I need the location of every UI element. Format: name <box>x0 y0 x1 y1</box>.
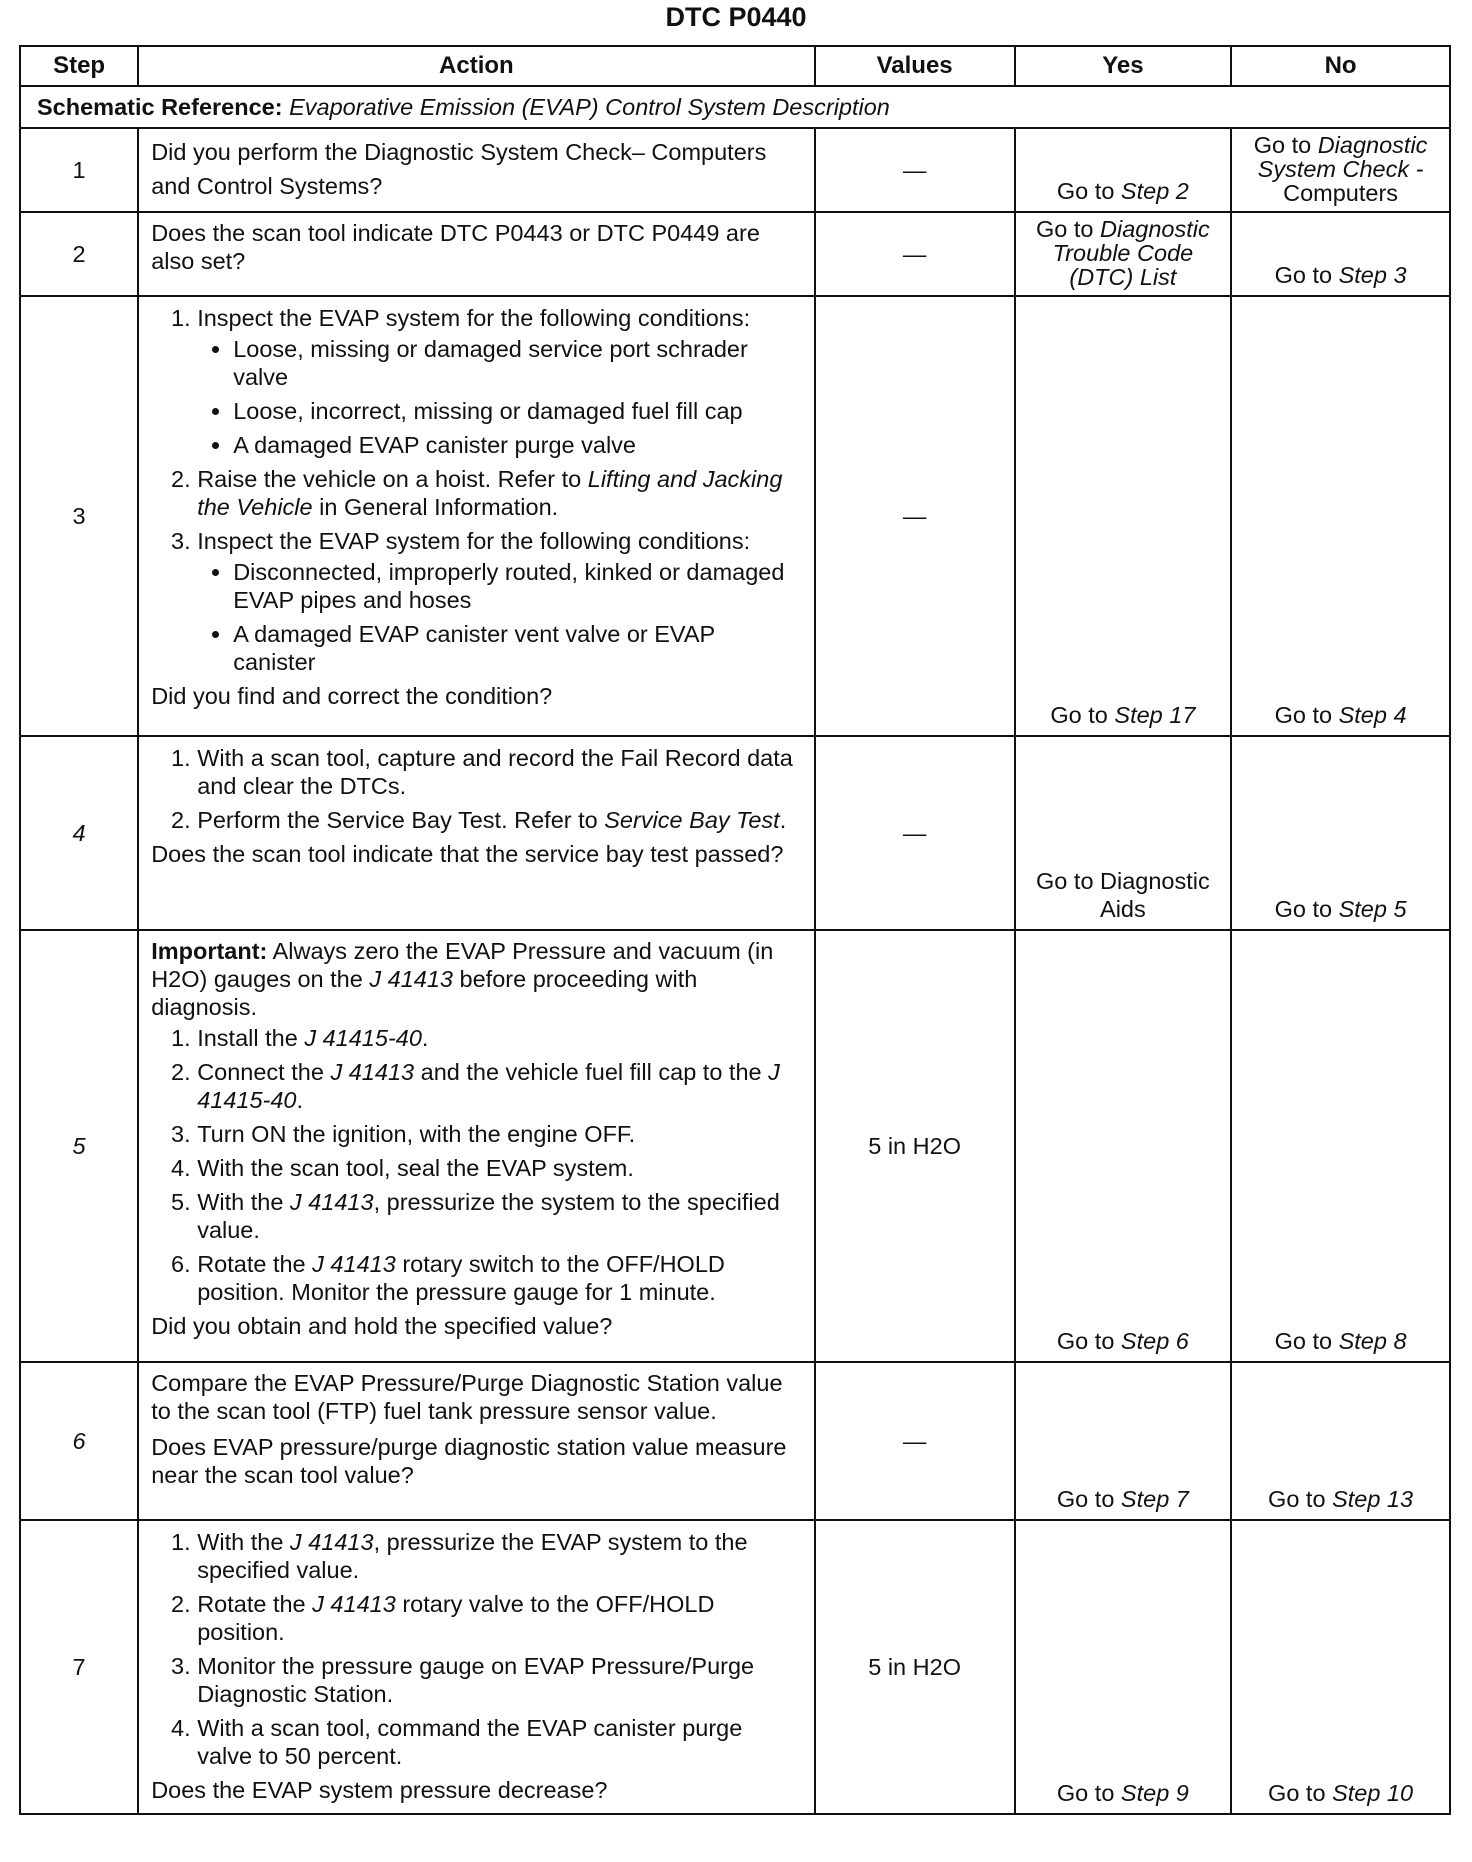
value-cell: — <box>815 296 1015 736</box>
schematic-value: Evaporative Emission (EVAP) Control System Description <box>289 94 890 120</box>
step-link: Step 8 <box>1338 1328 1407 1354</box>
step-number: 3 <box>20 296 138 736</box>
list-item: 2. Perform the Service Bay Test. Refer to Service Bay Test. <box>197 806 801 834</box>
list-item: 4. With the scan tool, seal the EVAP system. <box>197 1154 801 1182</box>
list-item: 3. Monitor the pressure gauge on EVAP Pressure/Purge Diagnostic Station. <box>197 1652 801 1708</box>
list-item: 4. With a scan tool, command the EVAP canister purge valve to 50 percent. <box>197 1714 801 1770</box>
reference-link: Service Bay Test <box>604 807 780 833</box>
step-link: Step 6 <box>1120 1328 1189 1354</box>
step-number: 5 <box>20 930 138 1362</box>
step-number: 2 <box>20 212 138 296</box>
yes-cell: Go to Step 9 <box>1015 1520 1231 1814</box>
value-cell: — <box>815 736 1015 930</box>
diagnostic-check-link: Diagnostic System Check - <box>1257 132 1428 182</box>
question: Did you perform the Diagnostic System Check– Computers and Control Systems? <box>151 139 767 199</box>
important-note: Important: Always zero the EVAP Pressure and vacuum (in H2O) gauges on the J 41413 before proceeding with diagnosis. <box>151 938 774 1020</box>
instruction: Compare the EVAP Pressure/Purge Diagnostic Station value to the scan tool (FTP) fuel tank pressure sensor value. <box>151 1370 783 1424</box>
no-cell: Go to Diagnostic System Check - Computers <box>1231 128 1450 212</box>
condition-list <box>197 558 801 676</box>
step-link: Step 13 <box>1332 1486 1414 1512</box>
procedure-list <box>151 744 801 834</box>
table-row <box>20 930 1450 1362</box>
no-cell: Go to Step 5 <box>1231 736 1450 930</box>
question: Did you find and correct the condition? <box>151 683 553 709</box>
value-cell: 5 in H2O <box>815 1520 1015 1814</box>
header-values: Values <box>815 46 1015 86</box>
yes-cell: Go to Step 2 <box>1015 128 1231 212</box>
no-cell: Go to Step 10 <box>1231 1520 1450 1814</box>
procedure-list <box>151 1024 801 1306</box>
action-cell <box>138 128 814 212</box>
no-cell: Go to Step 3 <box>1231 212 1450 296</box>
schematic-reference <box>20 86 1450 128</box>
step-link: Step 2 <box>1120 178 1189 204</box>
list-item: 1. With the J 41413, pressurize the EVAP system to the specified value. <box>197 1528 801 1584</box>
question: Does the scan tool indicate that the service bay test passed? <box>151 841 784 867</box>
action-cell <box>138 1362 814 1520</box>
action-cell <box>138 1520 814 1814</box>
page-title: DTC P0440 <box>665 2 807 32</box>
header-row <box>20 46 1450 86</box>
list-item: 1. With a scan tool, capture and record the Fail Record data and clear the DTCs. <box>197 744 801 800</box>
list-item: • Loose, incorrect, missing or damaged fuel fill cap <box>233 397 801 425</box>
value-cell: — <box>815 212 1015 296</box>
header-no: No <box>1231 46 1450 86</box>
list-item: 5. With the J 41413, pressurize the system to the specified value. <box>197 1188 801 1244</box>
schematic-row <box>20 86 1450 128</box>
list-item: 2. Raise the vehicle on a hoist. Refer to Lifting and Jacking the Vehicle in General Information. <box>197 465 801 521</box>
step-number: 7 <box>20 1520 138 1814</box>
action-cell <box>138 212 814 296</box>
step-number: 6 <box>20 1362 138 1520</box>
question: Did you obtain and hold the specified value? <box>151 1313 613 1339</box>
procedure-list <box>151 304 801 676</box>
step-number: 4 <box>20 736 138 930</box>
value-cell: 5 in H2O <box>815 930 1015 1362</box>
action-cell <box>138 736 814 930</box>
step-link: Step 9 <box>1120 1780 1189 1806</box>
list-item: 2. Connect the J 41413 and the vehicle fuel fill cap to the J 41415-40. <box>197 1058 801 1114</box>
list-item: • Loose, missing or damaged service port schrader valve <box>233 335 801 391</box>
table-row <box>20 212 1450 296</box>
header-step: Step <box>20 46 138 86</box>
procedure-list <box>151 1528 801 1770</box>
list-item: • A damaged EVAP canister purge valve <box>233 431 801 459</box>
step-link: Step 17 <box>1114 702 1196 728</box>
value-cell: — <box>815 1362 1015 1520</box>
question: Does the EVAP system pressure decrease? <box>151 1777 608 1803</box>
step-link: Step 3 <box>1338 262 1407 288</box>
table-row <box>20 1520 1450 1814</box>
question: Does EVAP pressure/purge diagnostic station value measure near the scan tool value? <box>151 1434 787 1488</box>
step-link: Step 10 <box>1332 1780 1414 1806</box>
reference-link: Lifting and Jacking the Vehicle <box>197 466 783 520</box>
yes-cell: Go to Step 6 <box>1015 930 1231 1362</box>
question: Does the scan tool indicate DTC P0443 or DTC P0449 are also set? <box>151 220 760 274</box>
yes-cell: Go to Diagnostic Aids <box>1015 736 1231 930</box>
step-number: 1 <box>20 128 138 212</box>
dtc-table <box>19 45 1451 1815</box>
action-cell <box>138 296 814 736</box>
list-item: 3. Inspect the EVAP system for the following conditions: • Disconnected, improperly routed, kinked or damaged EVAP pipes and hoses • A damaged EVAP canister vent valve or EVAP canister <box>197 527 801 676</box>
dtc-list-link: Diagnostic Trouble Code (DTC) List <box>1052 216 1210 290</box>
step-link: Step 5 <box>1338 896 1407 922</box>
step-link: Step 4 <box>1338 702 1407 728</box>
yes-cell: Go to Step 17 <box>1015 296 1231 736</box>
table-row <box>20 296 1450 736</box>
table-row <box>20 1362 1450 1520</box>
table-row <box>20 736 1450 930</box>
schematic-label: Schematic Reference: <box>37 94 283 120</box>
list-item: 2. Rotate the J 41413 rotary valve to the OFF/HOLD position. <box>197 1590 801 1646</box>
list-item: 3. Turn ON the ignition, with the engine OFF. <box>197 1120 801 1148</box>
list-item: • A damaged EVAP canister vent valve or EVAP canister <box>233 620 801 676</box>
table-row <box>20 128 1450 212</box>
condition-list <box>197 335 801 459</box>
yes-cell: Go to Diagnostic Trouble Code (DTC) List <box>1015 212 1231 296</box>
no-cell: Go to Step 8 <box>1231 930 1450 1362</box>
no-cell: Go to Step 4 <box>1231 296 1450 736</box>
list-item: • Disconnected, improperly routed, kinked or damaged EVAP pipes and hoses <box>233 558 801 614</box>
step-link: Step 7 <box>1120 1486 1189 1512</box>
action-cell <box>138 930 814 1362</box>
yes-cell: Go to Step 7 <box>1015 1362 1231 1520</box>
value-cell: — <box>815 128 1015 212</box>
header-action: Action <box>138 46 814 86</box>
list-item: 1. Install the J 41415-40. <box>197 1024 801 1052</box>
list-item: 6. Rotate the J 41413 rotary switch to the OFF/HOLD position. Monitor the pressure gauge for 1 minute. <box>197 1250 801 1306</box>
no-cell: Go to Step 13 <box>1231 1362 1450 1520</box>
header-yes: Yes <box>1015 46 1231 86</box>
list-item: 1. Inspect the EVAP system for the following conditions: • Loose, missing or damaged service port schrader valve • Loose, incorrect, missing or damaged fuel fill cap • A damaged EVAP canister purge valve <box>197 304 801 459</box>
